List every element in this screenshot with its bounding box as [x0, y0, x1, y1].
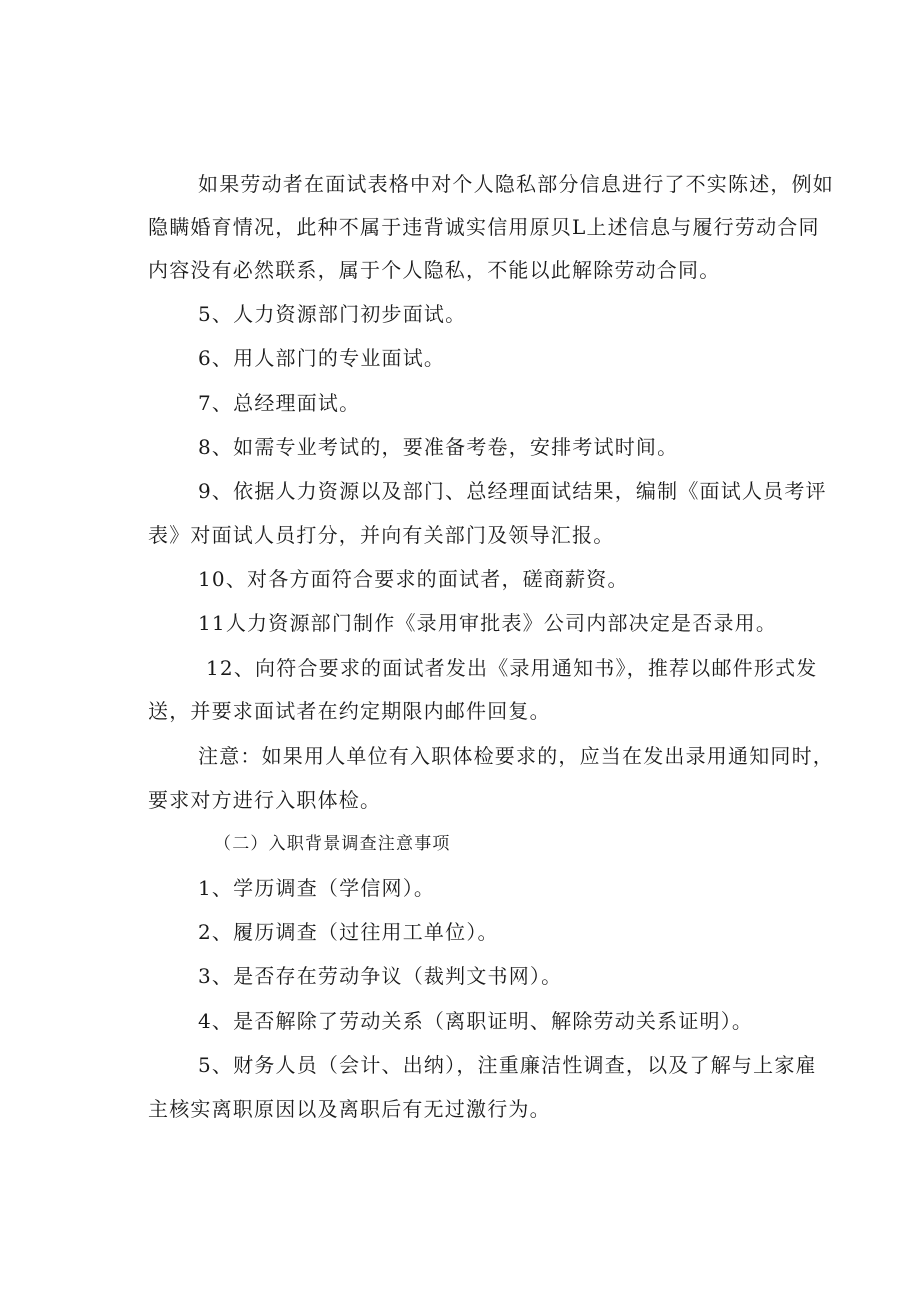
paragraph-privacy-line-2: 隐瞒婚育情况，此种不属于违背诚实信用原贝L上述信息与履行劳动合同: [148, 215, 820, 239]
step-6-dept-interview: 6、用人部门的专业面试。: [198, 346, 446, 370]
step-9-line-2: 表》对面试人员打分，并向有关部门及领导汇报。: [148, 523, 615, 547]
check-5-line-1: 5、财务人员（会计、出纳），注重廉洁性调查，以及了解与上家雇: [198, 1053, 817, 1077]
step-9-line-1: 9、依据人力资源以及部门、总经理面试结果，编制《面试人员考评: [198, 479, 827, 503]
step-12-line-2: 送，并要求面试者在约定期限内邮件回复。: [148, 699, 551, 723]
note-line-1: 注意：如果用人单位有入职体检要求的，应当在发出录用通知同时，: [198, 744, 834, 768]
step-12-line-1: 12、向符合要求的面试者发出《录用通知书》，推荐以邮件形式发: [206, 656, 818, 680]
step-10-salary: 10、对各方面符合要求的面试者，磋商薪资。: [198, 567, 629, 591]
note-line-2: 要求对方进行入职体检。: [148, 788, 382, 812]
check-2-employment: 2、履历调查（过往用工单位）。: [198, 920, 499, 944]
check-4-termination: 4、是否解除了劳动关系（离职证明、解除劳动关系证明）。: [198, 1009, 754, 1033]
section-heading-background-check: （二）入职背景调查注意事项: [214, 834, 451, 854]
step-5-hr-interview: 5、人力资源部门初步面试。: [198, 302, 467, 326]
step-11-approval: 11人力资源部门制作《录用审批表》公司内部决定是否录用。: [198, 611, 778, 635]
paragraph-privacy-line-3: 内容没有必然联系，属于个人隐私，不能以此解除劳动合同。: [148, 258, 721, 282]
check-5-line-2: 主核实离职原因以及离职后有无过激行为。: [148, 1097, 551, 1121]
paragraph-privacy-line-1: 如果劳动者在面试表格中对个人隐私部分信息进行了不实陈述，例如: [198, 172, 834, 196]
check-1-education: 1、学历调查（学信网）。: [198, 876, 436, 900]
step-7-gm-interview: 7、总经理面试。: [198, 391, 361, 415]
check-3-labor-dispute: 3、是否存在劳动争议（裁判文书网）。: [198, 964, 563, 988]
step-8-exam: 8、如需专业考试的，要准备考卷，安排考试时间。: [198, 435, 679, 459]
